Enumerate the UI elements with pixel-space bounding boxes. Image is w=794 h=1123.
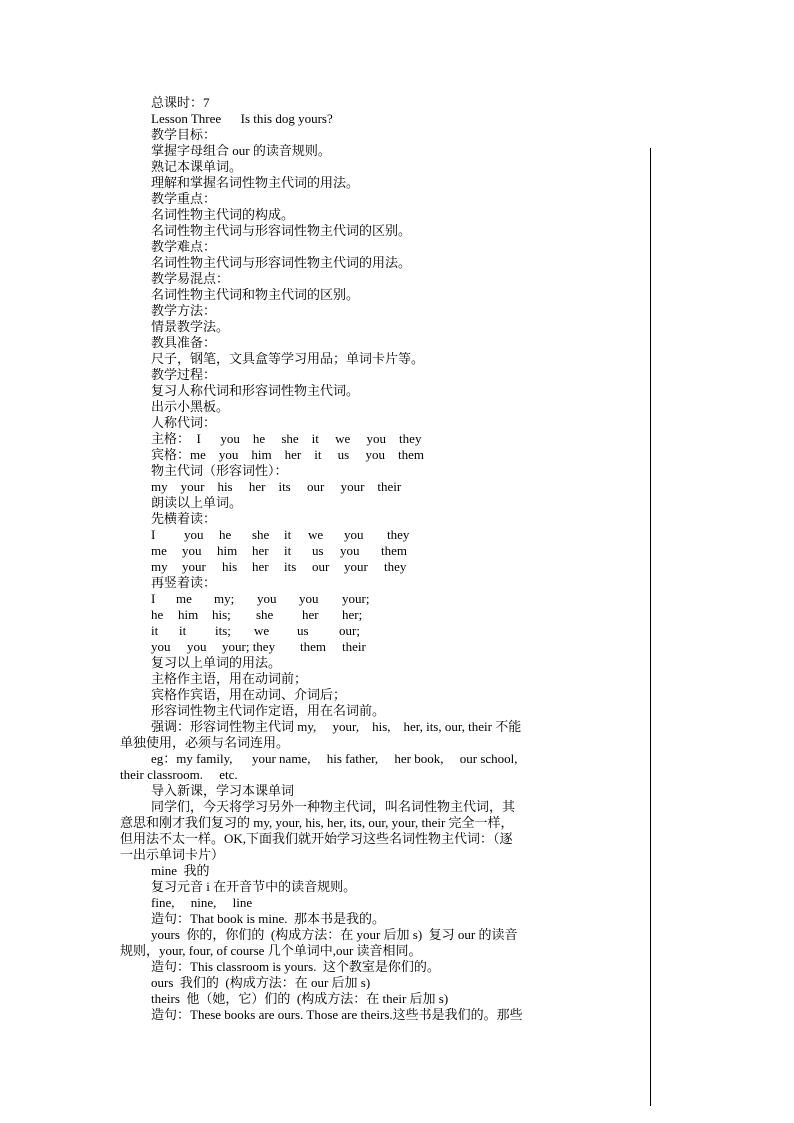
key-point-1: 名词性物主代词的构成。 (151, 207, 295, 222)
intro-line-2: 意思和刚才我们复习的 my, your, his, her, its, our, your, their 完全一样， (120, 815, 514, 830)
usage-objective: 宾格作宾语，用在动词、介词后； (151, 687, 347, 702)
possessive-row: my your his her its our your their (151, 479, 402, 494)
word: us (312, 543, 324, 558)
example-continued: their classroom. etc. (120, 767, 238, 782)
word-yours: yours 你的，你们的 (构成方法：在 your 后加 s) 复习 our 的读音 (151, 927, 518, 942)
objective-3: 理解和掌握名词性物主代词的用法。 (151, 175, 360, 190)
word: my (151, 559, 168, 574)
vowel-review: 复习元音 i 在开音节中的读音规则。 (151, 879, 357, 894)
process-blackboard: 出示小黑板。 (151, 399, 230, 414)
word: your; they (222, 639, 276, 654)
word: her (302, 607, 319, 622)
process-review: 复习人称代词和形容词性物主代词。 (151, 383, 360, 398)
total-hours: 总课时：7 (151, 95, 210, 110)
word: you (340, 543, 360, 558)
word: you (299, 591, 319, 606)
method-1: 情景教学法。 (151, 319, 230, 334)
possessive-heading: 物主代词（形容词性）： (151, 463, 288, 478)
word: we (254, 623, 270, 638)
word: it (284, 543, 292, 558)
objective-1: 掌握字母组合 our 的读音规则。 (151, 143, 331, 158)
word: you (187, 639, 207, 654)
word: we (308, 527, 324, 542)
word: him (217, 543, 238, 558)
word: it (151, 623, 159, 638)
word: them (381, 543, 407, 558)
word: me (176, 591, 192, 606)
lesson-title: Lesson Three Is this dog yours? (151, 111, 333, 126)
margin-rule (650, 148, 651, 1106)
review-usage: 复习以上单词的用法。 (151, 655, 282, 670)
word: you (151, 639, 171, 654)
word: your (182, 559, 206, 574)
word: it (179, 623, 187, 638)
personal-pronouns-heading: 人称代词： (151, 415, 217, 430)
word: us (297, 623, 309, 638)
word: I (151, 591, 156, 606)
intro-line-3: 但用法不太一样。OK,下面我们就开始学习这些名词性物主代词：（逐 (120, 831, 513, 846)
word: its; (215, 623, 231, 638)
word: him (178, 607, 199, 622)
word-mine: mine 我的 (151, 863, 210, 878)
word: you (257, 591, 277, 606)
usage-adjectival: 形容词性物主代词作定语，用在名词前。 (151, 703, 386, 718)
word: it (284, 527, 292, 542)
read-vertical: 再竖着读： (151, 575, 217, 590)
emphasis-line: 强调：形容词性物主代词 my, your, his, her, its, our, their 不能 (151, 719, 522, 734)
read-horizontal: 先横着读： (151, 511, 217, 526)
sentence-mine: 造句：That book is mine. 那本书是我的。 (151, 911, 385, 926)
intro-line-4: 一出示单词卡片） (120, 847, 225, 862)
heading-process: 教学过程： (151, 367, 217, 382)
heading-objectives: 教学目标： (151, 127, 217, 142)
materials-list: 尺子，钢笔，文具盒等学习用品；单词卡片等。 (151, 351, 425, 366)
objective-2: 熟记本课单词。 (151, 159, 243, 174)
sentence-ours-theirs: 造句：These books are ours. Those are theirs.这些书是我们的。那些 (151, 1007, 523, 1022)
word: you (344, 527, 364, 542)
word: you (184, 527, 204, 542)
word: our (312, 559, 330, 574)
usage-nominative: 主格作主语，用在动词前； (151, 671, 308, 686)
sentence-yours: 造句：This classroom is yours. 这个教室是你们的。 (151, 959, 440, 974)
word: she (256, 607, 274, 622)
word: I (151, 527, 156, 542)
key-point-2: 名词性物主代词与形容词性物主代词的区别。 (151, 223, 412, 238)
word: she (252, 527, 270, 542)
word-yours-continued: 规则，your, four, of course 几个单词中,our 读音相同。 (120, 943, 422, 958)
word: he (219, 527, 232, 542)
example-line: eg：my family, your name, his father, her book, our school, (151, 751, 518, 766)
heading-key-points: 教学重点： (151, 191, 217, 206)
heading-materials: 教具准备： (151, 335, 217, 350)
word: them (300, 639, 326, 654)
word: they (387, 527, 410, 542)
word: our; (339, 623, 360, 638)
heading-confusions: 教学易混点： (151, 271, 230, 286)
word: her (252, 543, 269, 558)
word: they (384, 559, 407, 574)
confusion-1: 名词性物主代词和物主代词的区别。 (151, 287, 360, 302)
vowel-examples: fine, nine, line (151, 895, 253, 910)
word: your (344, 559, 368, 574)
difficulty-1: 名词性物主代词与形容词性物主代词的用法。 (151, 255, 412, 270)
word: you (182, 543, 202, 558)
word: its (284, 559, 297, 574)
word: his; (212, 607, 231, 622)
heading-difficulties: 教学难点： (151, 239, 217, 254)
word: my; (214, 591, 235, 606)
intro-line-1: 同学们，今天将学习另外一种物主代词，叫名词性物主代词，其 (151, 799, 516, 814)
word-theirs: theirs 他（她，它）们的 (构成方法：在 their 后加 s) (151, 991, 449, 1006)
word: their (342, 639, 366, 654)
word: me (151, 543, 167, 558)
word: her; (342, 607, 363, 622)
read-aloud: 朗读以上单词。 (151, 495, 243, 510)
word: her (252, 559, 269, 574)
objective-case-row: 宾格：me you him her it us you them (151, 447, 424, 462)
nominative-row: 主格： I you he she it we you they (151, 431, 422, 446)
new-lesson-heading: 导入新课，学习本课单词 (151, 783, 295, 798)
word: he (151, 607, 164, 622)
word-ours: ours 我们的 (构成方法：在 our 后加 s) (151, 975, 371, 990)
word: your; (342, 591, 370, 606)
word: his (222, 559, 238, 574)
emphasis-continued: 单独使用，必须与名词连用。 (120, 735, 290, 750)
heading-methods: 教学方法： (151, 303, 217, 318)
